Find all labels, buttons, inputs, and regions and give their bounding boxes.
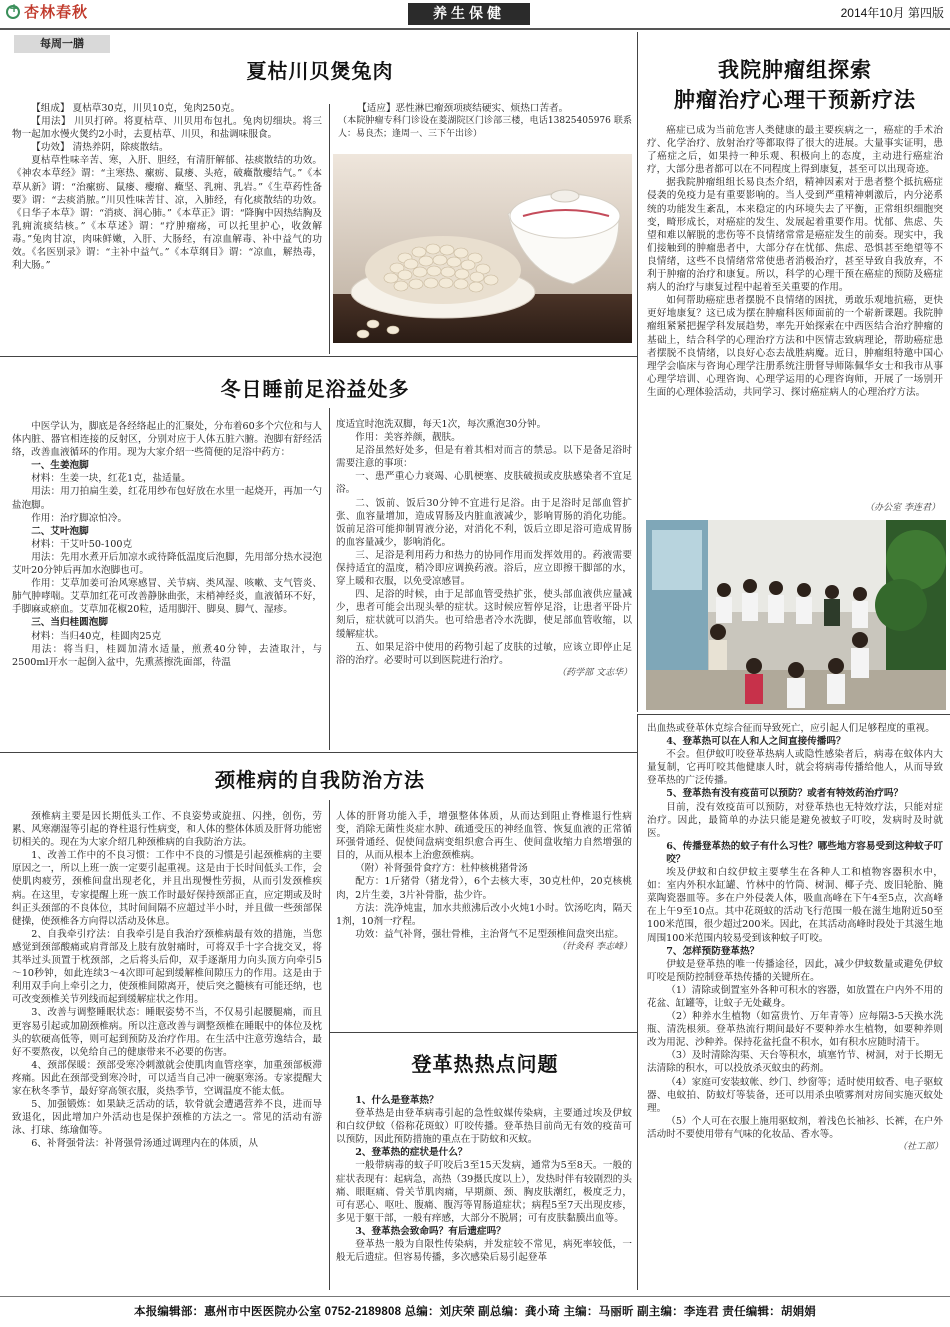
paragraph: 度适宜时泡洗双脚，每天1次，每次熏泡30分钟。: [336, 419, 547, 430]
paragraph: 6、补肾强骨法：补肾强骨汤通过调理内在的体质，从: [31, 1138, 258, 1150]
column-divider: [637, 714, 638, 1290]
paragraph: 【适应】恶性淋巴瘤颈项痰结硬实、烦热口苦者。: [357, 103, 569, 114]
subheading: 1、什么是登革热？: [355, 1095, 439, 1106]
masthead: [0, 0, 950, 28]
paragraph: 【功效】 清热养阴，除痰散结。: [31, 142, 169, 154]
group-session-photo: [646, 520, 946, 710]
subheading: 一、生姜泡脚: [31, 460, 89, 472]
paragraph: 3、改善与调整睡眠状态：睡眠姿势不当，不仅易引起腰腿痛，而且更容易引起或加剧颈椎病。所以注意改善与调整颈椎在睡眠中的体位及枕头的软硬高低等，则可起到预防及治疗作用。在生活中注意劳逸结合，最好不要熬夜，以免给自己的健康带来不必要的伤害。: [12, 1007, 322, 1058]
hospital-cross-icon: [6, 5, 20, 19]
paragraph: 人体的肝肾功能入手，增强整体体质，从而达到阻止脊椎退行性病变，消除无菌性炎症水肿、疏通受压的神经血管、恢复血液的正常循环强骨通经、促使间盘病变组织愈合再生、使间盘收缩力自然增强的目的，从而从根本上治愈颈椎病。: [336, 811, 632, 862]
paragraph: 4、颈部保暖：颈部受寒冷刺激就会使肌肉血管痉挛，加重颈部板滞疼痛。因此在颈部受到寒冷时，可以适当自己冲一碗驱寒汤。专家提醒大家在秋冬季节，最好穿高领衣服，炎热季节，空调温度不能太低。: [12, 1059, 322, 1097]
logo-text: 杏林春秋: [24, 3, 89, 21]
issue-date: 2014年10月 第四版: [840, 6, 944, 20]
paragraph: 材料：当归40克，桂圆肉25克: [31, 630, 162, 642]
newspaper-logo: [6, 5, 88, 19]
foot-bath-title: 冬日睡前足浴益处多: [220, 377, 410, 401]
paragraph: 5、加强锻炼：如果缺乏活动的话，软骨就会遭遇营养不良，进而导致退化，因此增加户外活动也是保护颈椎的方法之一。常见的活动有游泳、打球、练瑜伽等。: [12, 1099, 322, 1137]
paragraph: 足浴虽然好处多，但是有着其相对而言的禁忌。以下是备足浴时需要注意的事项：: [336, 445, 632, 470]
footer: [0, 1296, 950, 1327]
section-divider: [329, 1032, 637, 1033]
paragraph: （1）清除或倒置室外各种可积水的容器，如放置在户内外不用的花盆、缸罐等，让蚊子无处藏身。: [647, 984, 943, 1009]
foot-bath-right-text: [336, 418, 632, 750]
paragraph: 登革热一般为自限性传染病，并发症较不常见，病死率较低，一般无后遗症。但容易传播，多次感染后易引起登革: [336, 1239, 632, 1264]
paragraph: （3）及时清除沟渠、天台等积水，填塞竹节、树洞，对于长期无法清除的积水，可以投放杀灭蚊虫的药剂。: [647, 1050, 943, 1075]
dengue-right-text: [647, 722, 943, 1290]
section-divider: [0, 356, 637, 357]
paragraph: 伊蚊是登革热的唯一传播途径，因此，减少伊蚊数量或避免伊蚊叮咬是预防控制登革热传播的关键所在。: [647, 958, 943, 983]
paragraph: 一、患严重心力衰竭、心肌梗塞、皮肤破损或皮肤感染者不宜足浴。: [336, 471, 632, 496]
paragraph: 如何帮助癌症患者摆脱不良情绪的困扰，勇敢乐观地抗癌，更快更好地康复？这已成为摆在肿瘤科医师面前的一个崭新课题。我院肿瘤组紧紧把握学科发展趋势，率先开始探索在中西医结合治疗肿瘤的基础上，结合科学的心理治疗方法和中医情志致病理论，帮助癌症患者摆脱不良情绪，以良好心态去战胜病魔。近日，肿瘤组特邀中国心理学会临床与咨询心理学注册系统注册督导师陈佩华女士和我市从事心理学培训、心理咨询、心理学运用的心理咨询师，开展了一场别开生面的心理体验活动，共同学习、探讨癌症病人的心理治疗方法。: [647, 295, 943, 398]
paragraph: 材料：干艾叶50-100克: [31, 538, 133, 550]
paragraph: 【用法】 川贝打碎。将夏枯草、川贝用布包扎。兔肉切细块。将三物一起加水慢火煲约2小时，去夏枯草、川贝，和盐调味服食。: [12, 116, 322, 141]
foot-bath-left-text: [12, 420, 322, 750]
paragraph: 登革热是由登革病毒引起的急性蚊媒传染病，主要通过埃及伊蚊和白纹伊蚊（俗称花斑蚊）叮咬传播。登革热目前尚无有效的疫苗可以预防，因此预防措施的重点在于防蚊和灭蚊。: [336, 1108, 632, 1146]
subheading: 6、传播登革热的蚊子有什么习性？哪些地方容易受到这种蚊子叮咬？: [666, 840, 943, 865]
weekly-recipe-tag: 每周一膳: [14, 35, 110, 53]
neck-left-text: [12, 810, 322, 1290]
paragraph: 据我院肿瘤组组长易良杰介绍，精神因素对于患者整个抵抗癌症侵袭的免疫力是有重要影响的。当人受到严重精神刺激后，内分泌系统的功能发生紊乱，本来稳定的内环境失去了平衡，正常组织细胞突变，畸形成长，对癌症的发生、发展起着重要作用。忧郁、焦虑、失望和难以解脱的悲伤等不良情绪常常是癌症发生的前奏。现实中，我们接触到的肿瘤患者中，大部分存在忧郁、焦虑、恐惧甚至绝望等不良情绪，这些不良情绪常常使患者消极治疗，甚至导致自我放弃，不利于肿瘤的治疗和康复。所以，科学的心理干预在癌症的预防及癌症病人的治疗与康复过程中起着至关重要的作用。: [647, 177, 943, 294]
rabbit-left-text: [12, 102, 322, 355]
paragraph: 作用：治疗脚凉怕冷。: [31, 512, 128, 524]
rabbit-right-text: [338, 102, 632, 154]
tumor-title-line1: 我院肿瘤组探索: [718, 57, 872, 82]
paragraph: 二、饭前、饭后30分钟不宜进行足浴。由于足浴时足部血管扩张、血容量增加，造成胃肠及内脏血液减少，影响胃肠的消化功能。饭前足浴可能抑制胃液分泌，对消化不利，饭后立即足浴可造成胃肠的血容量减少，影响消化。: [336, 497, 632, 548]
paragraph: （4）家庭可安装蚊帐、纱门、纱窗等；适时使用蚊香、电子驱蚊器、电蚊拍、防蚊灯等装备，还可以用杀虫喷雾剂对房间实施灭蚊处理。: [647, 1076, 943, 1114]
paragraph: 三、足浴是利用药力和热力的协同作用而发挥效用的。药液需要保持适宜的温度，稍冷即应调换药液。浴后，应立即擦干脚部的水，穿上暖和衣服，以免受凉感冒。: [336, 549, 632, 588]
paragraph: 配方：1斤猪骨（猪龙骨），6个去核大枣，30克杜仲，20克核桃肉，2片生姜，3片补骨脂，盐少许。: [336, 876, 632, 901]
paragraph: 出血热或登革休克综合征而导致死亡，应引起人们足够程度的重视。: [647, 723, 935, 734]
paragraph: 癌症已成为当前危害人类健康的最主要疾病之一，癌症的手术治疗、化学治疗、放射治疗等都取得了很大的进展。大量事实证明，患了癌症之后，如果持一种乐观、积极向上的态度，主动进行癌症治疗，大部分患者都可以在不同程度上得到康复，甚至可以出现奇迹。: [647, 125, 943, 176]
paragraph: 埃及伊蚊和白纹伊蚊主要孳生在各种人工和植物容器积水中，如：室内外积水缸罐、竹林中的竹筒、树洞、椰子壳、废旧轮胎、腌菜陶瓷器皿等。多在户外侵袭人体，吸血高峰在下午4至5点，次高峰在上午9至10点。其中花斑蚊的活动飞行范围一般在滋生地附近50至100米范围，很少超过200米。因此，在其活动高峰时段处于其滋生地周围100米范围内较易受到该种蚊子叮咬。: [647, 867, 943, 944]
neck-right-text: [336, 810, 632, 1030]
tumor-signature: （办公室 李连君）: [865, 503, 940, 513]
subheading: 4、登革热可以在人和人之间直接传播吗？: [666, 736, 846, 748]
subheading: 7、怎样预防登革热？: [666, 945, 760, 957]
rabbit-title: 夏枯川贝煲兔肉: [246, 59, 394, 83]
column-divider: [329, 800, 330, 1290]
footer-credits: 本报编辑部：惠州市中医医院办公室 0752-2189808 总编：刘庆荣 副总编：龚小琦 主编：马丽昕 副主编：李连君 责任编辑：胡娟娟: [134, 1306, 816, 1318]
paragraph: （5）个人可在衣服上施用驱蚊剂，着浅色长袖衫、长裤，在户外活动时不要使用带有气味的化妆品、香水等。: [647, 1115, 943, 1140]
signature: （药学部 文志华）: [557, 667, 632, 678]
paragraph: 作用：艾草加姜可治风寒感冒、关节病、类风湿、咳嗽、支气管炎、肺气肿哮喘。艾草加红花可改善静脉曲张，末梢神经炎，血液循环不好，手脚麻或瘀血。艾草加花椒20粒，适用脚汗、脚臭、脚气、湿疹。: [12, 578, 322, 616]
paragraph: 不会。但伊蚊叮咬登革热病人或隐性感染者后，病毒在蚊体内大量复制，它再叮咬其他健康人时，就会将病毒传播给他人，从而导致登革热的广泛传播。: [647, 749, 943, 787]
signature: （社工部）: [897, 1142, 943, 1152]
paragraph: 颈椎病主要是因长期低头工作、不良姿势或旋扭、闪挫，创伤，劳累、风寒潮湿等引起的脊柱退行性病变，和人体的整体体质及肝肾功能密切相关的。现在为大家介绍几种颈椎病的自我防治方法。: [12, 811, 322, 849]
paragraph: 目前，没有效疫苗可以预防，对登革热也无特效疗法，只能对症治疗。因此，最简单的办法只能是避免被蚊子叮咬，发病时及时就医。: [647, 801, 943, 839]
section-divider: [637, 714, 950, 715]
paragraph: 材料：生姜一块，红花1克，盐适量。: [31, 473, 191, 485]
paragraph: 用法：将当归，桂圆加清水适量，煎煮40分钟，去渣取汁，与2500ml开水一起倒入盆中，先熏蒸擦洗面部，待温: [12, 643, 322, 668]
subheading: 3、登革热会致命吗？有后遗症吗？: [355, 1225, 506, 1237]
column-divider: [637, 32, 638, 712]
neck-title: 颈椎病的自我防治方法: [215, 768, 425, 792]
subheading: 2、登革热的症状是什么？: [355, 1147, 468, 1159]
section-divider: [0, 752, 637, 753]
tumor-text: [647, 124, 943, 516]
clinic-note: （本院肿瘤专科门诊设在菱湖院区门诊部三楼，电话13825405976 联系人：易良杰；逢周一、三下午出诊）: [338, 116, 632, 139]
paragraph: 四、足浴的时候，由于足部血管受热扩张，使头部血液供应量减少，患者可能会出现头晕的症状。这时候应暂停足浴，让患者平卧片刻后，症状就可以消失。也可给患者冷水洗脚，使足部血管收缩，以缓解症状。: [336, 589, 632, 640]
column-divider: [329, 104, 330, 354]
section-tag: 养生保健: [408, 3, 530, 25]
tumor-title-line2: 肿瘤治疗心理干预新疗法: [674, 87, 916, 112]
signature: （针灸科 李志峰）: [557, 941, 632, 952]
paragraph: 【组成】 夏枯草30克，川贝10克，兔肉250克。: [31, 103, 241, 114]
dengue-left-text: [336, 1094, 632, 1290]
paragraph: 用法：先用水煮开后加凉水或待降低温度后泡脚，先用部分热水浸泡艾叶20分钟后再加水泡脚也可。: [12, 551, 322, 577]
paragraph: 五、如果足浴中使用的药物引起了皮肤的过敏，应该立即停止足浴的治疗。必要时可以到医院进行治疗。: [336, 641, 632, 666]
paragraph: （2）种养水生植物（如富贵竹、万年青等）应每隔3-5天换水洗瓶、清洗根须。登革热流行期间最好不要种养水生植物，如要种养则改为用泥、沙种养。保持花盆托盘不积水，如有积水应随时清干。: [647, 1011, 943, 1049]
paragraph: 作用：美容养颜，靓肤。: [355, 432, 461, 444]
subheading: 二、艾叶泡脚: [31, 525, 89, 537]
dengue-title: 登革热热点问题: [411, 1052, 559, 1076]
paragraph: 功效：益气补肾，强壮骨椎，主治肾气不足型颈椎间盘突出症。: [355, 928, 624, 940]
masthead-rule: [0, 28, 950, 30]
subheading: 三、当归桂圆泡脚: [31, 617, 108, 629]
subheading: 5、登革热有没有疫苗可以预防？或者有特效药治疗吗？: [666, 788, 904, 800]
paragraph: （附）补肾强骨食疗方：杜仲核桃猪骨汤: [355, 863, 528, 875]
lotus-seed-photo: [333, 154, 632, 343]
paragraph: 中医学认为，脚底是各经络起止的汇聚处，分布着60多个穴位和与人体内脏、器官相连接的反射区，分别对应于人体五脏六腑。泡脚有舒经活络，改善血液循环的作用。现为大家介绍一些简便的足浴中药方：: [12, 421, 322, 459]
paragraph: 1、改善工作中的不良习惯：工作中不良的习惯是引起颈椎病的主要原因之一，所以上班一族一定要引起重视。这是由于长时间低头工作，会使肌肉疲劳，颈椎间盘出现老化，并且出现慢性劳损，从而引发颈椎疾病。在这里，专家提醒上班一族工作时最好保持颈部正直，应定期或及时纠正头颈部的不良体位，其时间间隔不应超过半小时，并且做一些颈部保健操，使颈椎各方向得以活动及休息。: [12, 850, 322, 927]
column-divider: [329, 408, 330, 750]
paragraph: 2、自我牵引疗法：自我牵引是自我治疗颈椎病最有效的措施，当您感觉到颈部酸痛或肩背部及上肢有放射痛时，可将双手十字合拢交叉，将其举过头顶置于枕颈部，之后将头后仰，双手逐渐用力向头顶方向牵引5～10秒钟，如此连续3～4次即可起到缓解椎间隙压力的作用。这是由于利用双手向上牵引之力，使颈椎间隙离开，使后突之髓核有可能还纳，也可改变颈椎关节列线而起到缓解症状之作用。: [12, 928, 322, 1006]
paragraph: 用法：用刀拍扁生姜，红花用纱布包好放在水里一起烧开，再加一勺盐泡脚。: [12, 486, 322, 511]
paragraph: 夏枯草性味辛苦、寒，入肝、胆经，有清肝解郁、祛痰散结的功效。《神农本草经》谓：“主寒热、瘰疬、鼠瘘、头疮，破癥散瘿结气。”《本草从新》谓：“治瘰疬、鼠瘘、瘿瘤、癥坚、乳痈、乳岩。”《生草药性备要》谓：“去痰消脓。”川贝性味苦甘、凉，入肺经，有化痰散结的功效。《日华子本草》谓：“消痰、润心肺。”《本草正》谓：“降胸中因热结胸及乳痈流痰结核。”《本草述》谓：“疗肿瘤疡，可以托里护心，收敛解毒。”兔肉甘凉，肉味鲜嫩，入肝、大肠经，有凉血解毒、补中益气的功效。《名医别录》谓：“主补中益气。”《本草纲目》谓：“凉血，解热毒，利大肠。”: [12, 155, 322, 272]
paragraph: 方法：洗净炖盅，加水共煎沸后改小火炖1小时。饮汤吃肉，隔天1剂，10剂一疗程。: [336, 902, 632, 927]
paragraph: 一般带病毒的蚊子叮咬后3至15天发病，通常为5至8天。一般的症状表现有：起病急，高热（39摄氏度以上），发热时伴有较剧烈的头痛、眼眶痛、骨关节肌肉痛，早期颜、颈、胸皮肤潮红，极度乏力，可有恶心、呕吐、腹痛、腹泻等胃肠道症状；病程5至7天出现皮疹，多见于躯干部，一般有痒感，大部分不脱屑；可有皮肤黏膜出血等。: [336, 1160, 632, 1224]
